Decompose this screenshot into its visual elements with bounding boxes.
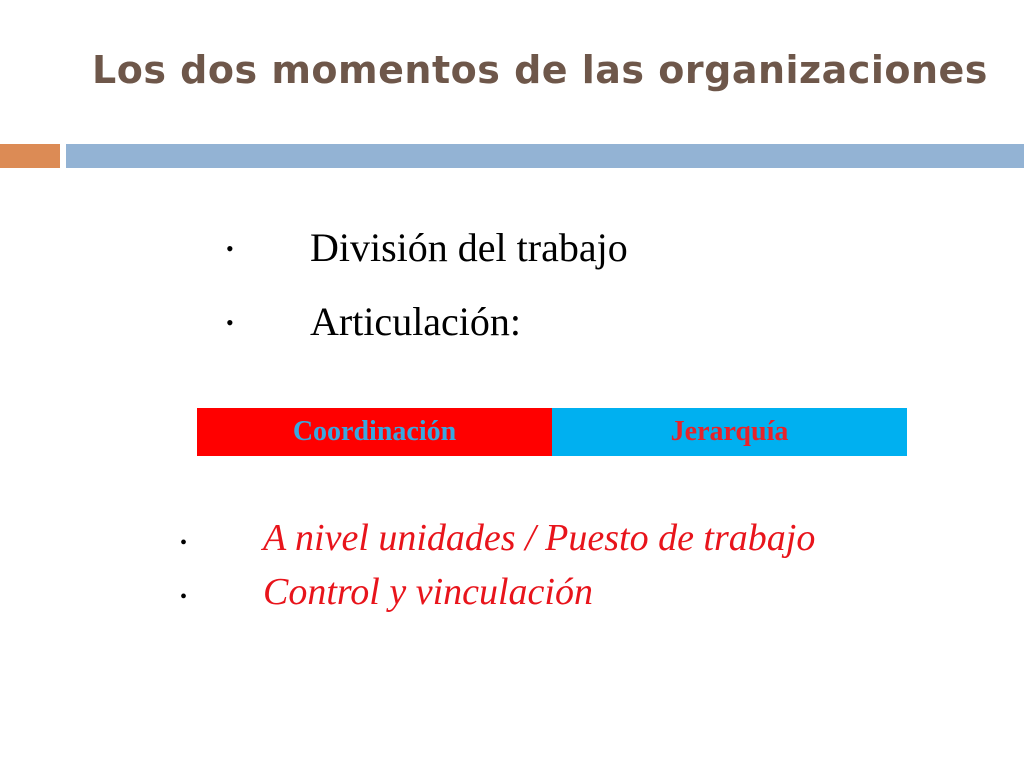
list-item-text: A nivel unidades / Puesto de trabajo	[263, 517, 816, 559]
list-item-text: Articulación:	[310, 299, 522, 344]
title-rule-accent	[0, 144, 60, 168]
list-item	[226, 298, 628, 372]
coordinacion-segment: Coordinación	[197, 408, 552, 456]
articulation-bar	[197, 408, 907, 456]
bullet-icon: •	[226, 310, 234, 335]
bottom-bullet-list	[180, 516, 815, 624]
slide-title: Los dos momentos de las organizaciones	[92, 48, 988, 92]
list-item-text: Control y vinculación	[263, 571, 593, 613]
list-item	[226, 224, 628, 298]
list-item	[180, 516, 815, 570]
list-item-text: División del trabajo	[310, 225, 628, 270]
title-rule-bar	[66, 144, 1024, 168]
list-item	[180, 570, 815, 624]
top-bullet-list	[226, 224, 628, 372]
bullet-icon: •	[180, 586, 188, 608]
jerarquia-segment: Jerarquía	[552, 408, 907, 456]
bullet-icon: •	[180, 532, 188, 554]
bullet-icon: •	[226, 236, 234, 261]
